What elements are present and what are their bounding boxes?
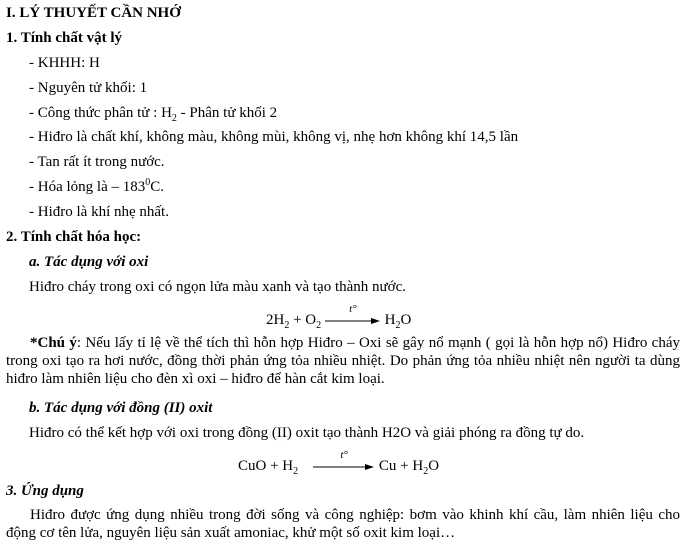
list-item-formula [29, 104, 277, 122]
list-item-liquefy [29, 178, 164, 196]
note-paragraph [6, 334, 680, 388]
note-label: *Chú ý [30, 335, 77, 351]
section2-title: 2. Tính chất hóa học: [6, 229, 142, 245]
section1-title: 1. Tính chất vật lý [6, 30, 122, 46]
formula-sub: 2 [171, 113, 177, 124]
subsection-b-text: Hiđro có thể kết hợp với oxi trong đồng (II) oxit tạo thành H2O và giải phóng ra đồng tự do. [29, 425, 585, 441]
subsection-b-title: b. Tác dụng với đồng (II) oxit [29, 400, 213, 416]
list-item-lightest: - Hiđro là khí nhẹ nhất. [29, 204, 169, 220]
formula-suffix: - Phân tử khối 2 [176, 105, 278, 121]
section3-text: Hiđro được ứng dụng nhiều trong đời sống và công nghiệp: bơm vào khinh khí cầu, làm nhiên liệu cho động cơ tên lửa, nguyên liệu sản xuất amoniac, khử một số oxit kim loại… [6, 507, 680, 541]
formula-prefix: - Công thức phân tử : H [29, 105, 172, 121]
temperature-condition: t° [340, 448, 348, 461]
reaction-arrow [313, 448, 375, 471]
reaction-arrow [325, 302, 381, 325]
liquefy-suffix: C. [150, 179, 164, 195]
equation-hydrogen-oxygen: $2H_2 + O_2$ t° $H_2O$ [266, 302, 412, 331]
temperature-condition: t° [349, 302, 357, 315]
list-item-properties: - Hiđro là chất khí, không màu, không mùi, không vị, nhẹ hơn không khí 14,5 lần [29, 129, 519, 145]
note-text: : Nếu lấy tỉ lệ về thể tích thì hỗn hợp Hiđro – Oxi sẽ gây nổ mạnh ( gọi là hỗn hợp nổ) Hiđro cháy trong oxi tạo ra hơi nước, đồng thời phản ứng tỏa nhiều nhiệt. Do phản ứng tỏa nhiều nhiệt nên người ta dùng hiđro làm nhiên liệu cho đèn xì oxi – hiđro để hàn cắt kim loại. [6, 335, 680, 387]
list-item-khhh: - KHHH: H [29, 55, 100, 71]
list-item-atomic-mass: - Nguyên tử khối: 1 [29, 80, 148, 96]
list-item-solubility: - Tan rất ít trong nước. [29, 154, 165, 170]
main-heading: I. LÝ THUYẾT CẦN NHỚ [6, 5, 181, 21]
liquefy-sup: 0 [145, 177, 151, 188]
subsection-a-text: Hiđro cháy trong oxi có ngọn lửa màu xanh và tạo thành nước. [29, 279, 407, 295]
section3-paragraph [6, 506, 680, 542]
section3-title: 3. Ứng dụng [6, 483, 84, 499]
equation-copper-oxide: CuO + $H_2$ t° $Cu + H_2O$ [238, 448, 440, 477]
liquefy-prefix: - Hóa lỏng là – 183 [29, 179, 146, 195]
subsection-a-title: a. Tác dụng với oxi [29, 254, 149, 270]
